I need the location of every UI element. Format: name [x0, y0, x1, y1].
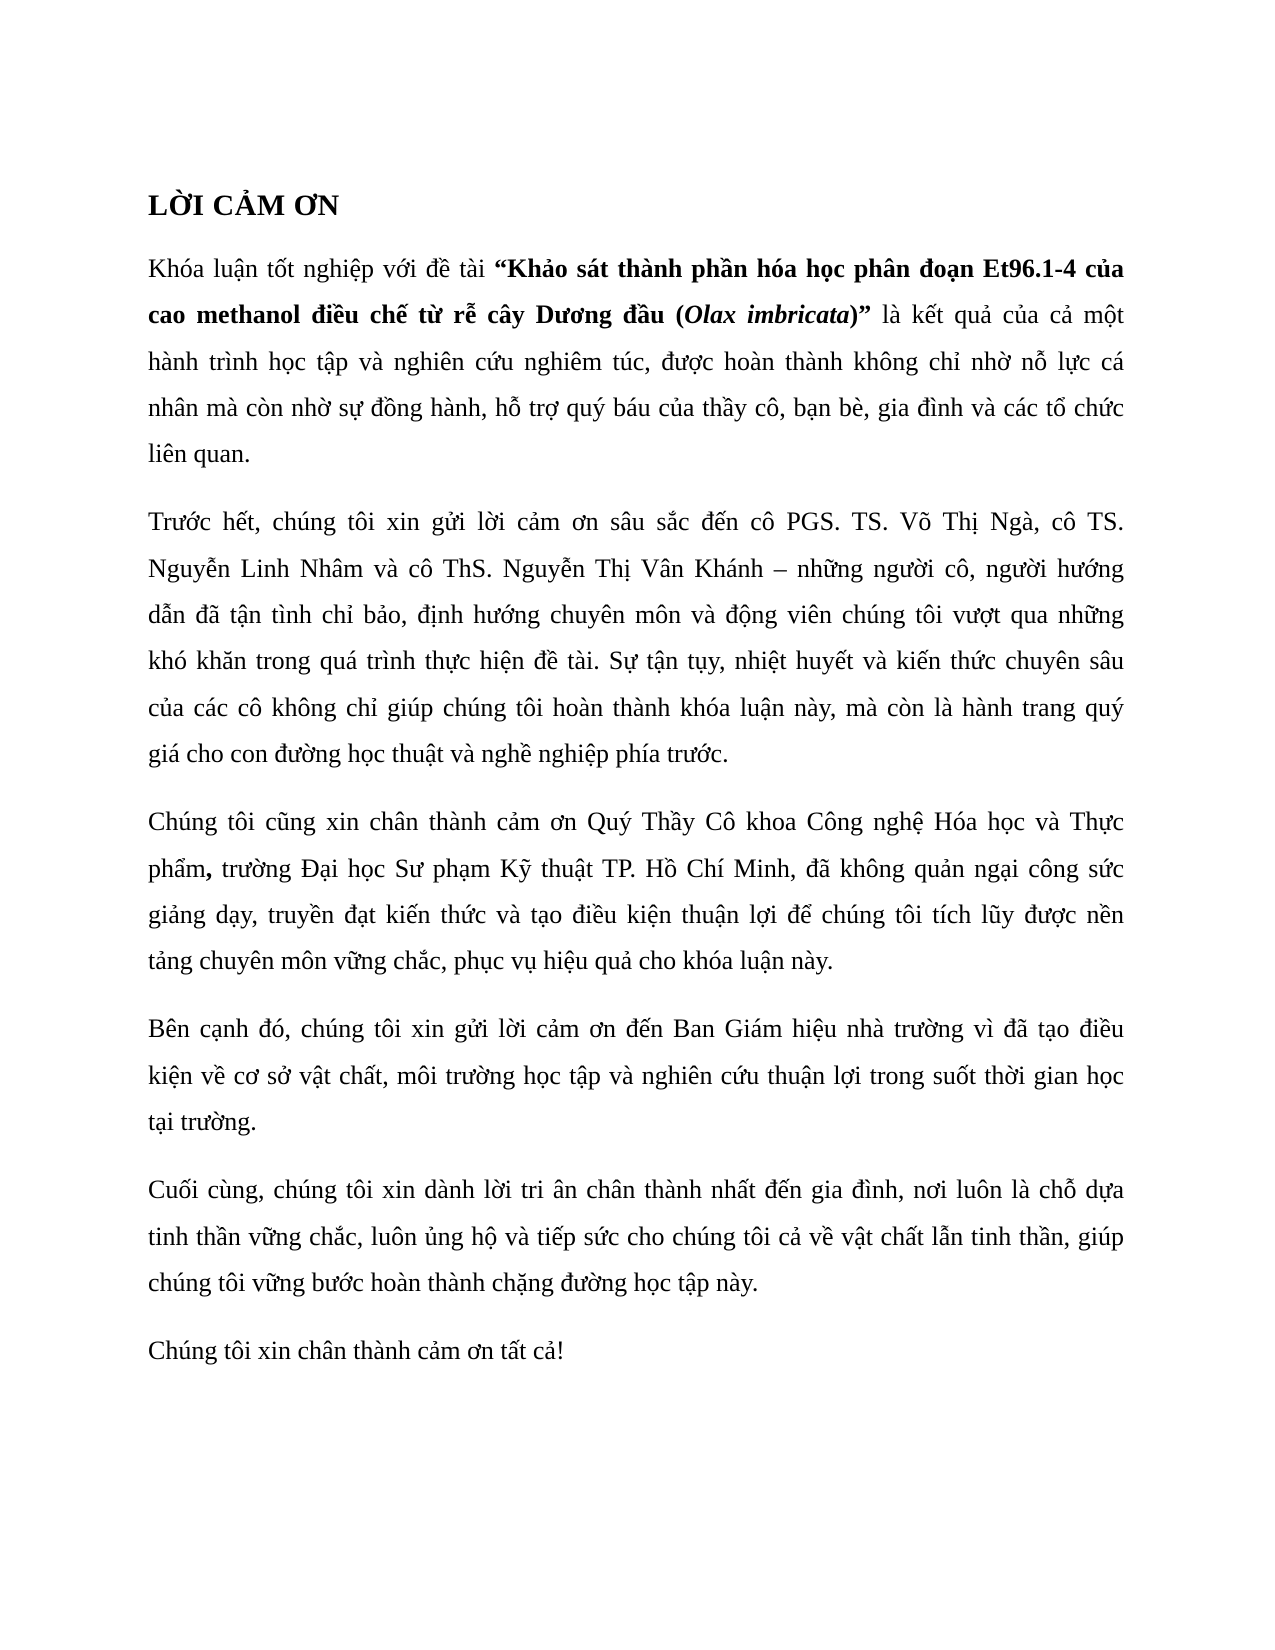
text-segment: của các cô không chỉ giúp chúng tôi hoàn thành khóa luận này, mà còn là hành trang quý — [148, 692, 1124, 722]
text-line — [148, 592, 1124, 638]
text-segment: cao methanol điều chế từ rễ cây Dương đầu ( — [148, 300, 685, 330]
paragraph-6 — [148, 1328, 1124, 1374]
text-segment: giảng dạy, truyền đạt kiến thức và tạo điều kiện thuận lợi để chúng tôi tích lũy được nền — [148, 899, 1124, 929]
text-line — [148, 1053, 1124, 1099]
paragraph-4 — [148, 1006, 1124, 1145]
text-line — [148, 1099, 1124, 1145]
text-segment: Chúng tôi cũng xin chân thành cảm ơn Quý Thầy Cô khoa Công nghệ Hóa học và Thực — [148, 807, 1124, 837]
text-segment: liên quan. — [148, 439, 251, 469]
text-segment: kiện về cơ sở vật chất, môi trường học tập và nghiên cứu thuận lợi trong suốt thời gian học — [148, 1060, 1124, 1090]
text-line — [148, 1328, 1124, 1374]
paragraph-2 — [148, 499, 1124, 777]
text-line — [148, 546, 1124, 592]
text-segment: Bên cạnh đó, chúng tôi xin gửi lời cảm ơn đến Ban Giám hiệu nhà trường vì đã tạo điều — [148, 1014, 1124, 1044]
text-segment: Chúng tôi xin chân thành cảm ơn tất cả! — [148, 1336, 565, 1366]
paragraph-1 — [148, 246, 1124, 477]
text-line — [148, 385, 1124, 431]
text-line — [148, 246, 1124, 292]
paragraphs-container — [148, 246, 1124, 1375]
text-line — [148, 1006, 1124, 1052]
paragraph-3 — [148, 799, 1124, 984]
text-segment: , — [205, 853, 213, 883]
text-segment: nhân mà còn nhờ sự đồng hành, hỗ trợ quý báu của thầy cô, bạn bè, gia đình và các tổ chức — [148, 392, 1124, 422]
text-line — [148, 339, 1124, 385]
text-segment: tại trường. — [148, 1107, 257, 1137]
text-segment: Trước hết, chúng tôi xin gửi lời cảm ơn sâu sắc đến cô PGS. TS. Võ Thị Ngà, cô TS. — [148, 507, 1124, 537]
text-segment: Nguyễn Linh Nhâm và cô ThS. Nguyễn Thị Vân Khánh – những người cô, người hướng — [148, 553, 1124, 583]
text-segment: Olax imbricata — [684, 300, 850, 330]
text-segment: hành trình học tập và nghiên cứu nghiêm túc, được hoàn thành không chỉ nhờ nỗ lực cá — [148, 346, 1124, 376]
text-segment: )” — [849, 300, 872, 330]
text-segment: chúng tôi vững bước hoàn thành chặng đường học tập này. — [148, 1267, 759, 1297]
page-title: LỜI CẢM ƠN — [148, 189, 340, 222]
text-segment: trường Đại học Sư phạm Kỹ thuật TP. Hồ Chí Minh, đã không quản ngại công sức — [212, 853, 1124, 883]
text-line — [148, 638, 1124, 684]
text-line — [148, 431, 1124, 477]
text-line — [148, 846, 1124, 892]
text-line — [148, 292, 1124, 338]
text-line — [148, 1167, 1124, 1213]
text-segment: Cuối cùng, chúng tôi xin dành lời tri ân chân thành nhất đến gia đình, nơi luôn là chỗ dựa — [148, 1175, 1124, 1205]
text-line — [148, 499, 1124, 545]
page-content — [148, 186, 1124, 1397]
text-line — [148, 799, 1124, 845]
text-segment: “Khảo sát thành phần hóa học phân đoạn Et96.1-4 của — [494, 254, 1124, 283]
text-segment: tảng chuyên môn vững chắc, phục vụ hiệu quả cho khóa luận này. — [148, 946, 834, 976]
text-segment: dẫn đã tận tình chỉ bảo, định hướng chuyên môn và động viên chúng tôi vượt qua những — [148, 600, 1124, 630]
text-line — [148, 731, 1124, 777]
text-segment: Khóa luận tốt nghiệp với đề tài — [148, 254, 495, 283]
text-line — [148, 1260, 1124, 1306]
text-line — [148, 1214, 1124, 1260]
text-line — [148, 892, 1124, 938]
text-segment: khó khăn trong quá trình thực hiện đề tài. Sự tận tụy, nhiệt huyết và kiến thức chuyên sâu — [148, 646, 1124, 676]
text-line — [148, 938, 1124, 984]
text-segment: phẩm — [148, 853, 206, 883]
text-segment: tinh thần vững chắc, luôn ủng hộ và tiếp sức cho chúng tôi cả về vật chất lẫn tinh thần, giúp — [148, 1221, 1124, 1251]
paragraph-5 — [148, 1167, 1124, 1306]
text-segment: là kết quả của cả một — [871, 300, 1124, 330]
text-line — [148, 685, 1124, 731]
text-segment: giá cho con đường học thuật và nghề nghiệp phía trước. — [148, 738, 729, 768]
